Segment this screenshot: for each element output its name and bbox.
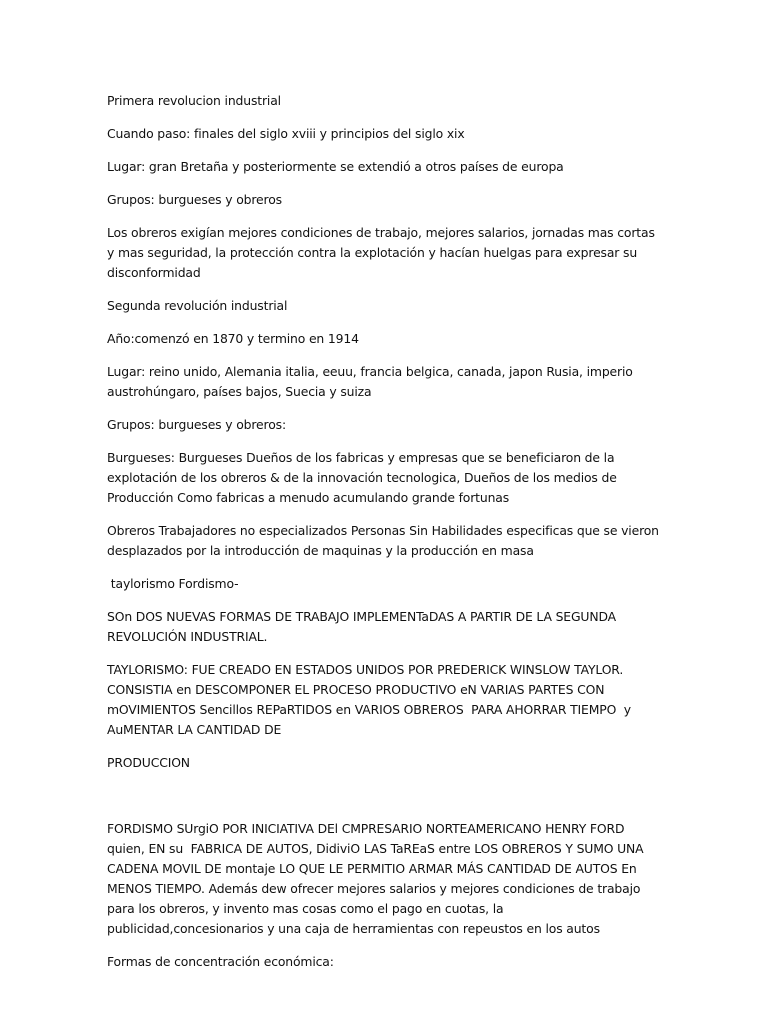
paragraph-burgueses: Burgueses: Burgueses Dueños de los fabricas y empresas que se beneficiaron de la explotación de los obreros & de la innovación tecnologica, Dueños de los medios de Producción Como fabricas a menudo acumulando grande fortunas bbox=[107, 450, 617, 505]
paragraph-taylorismo-fordismo: taylorismo Fordismo- bbox=[107, 576, 239, 591]
heading-primera-revolucion: Primera revolucion industrial bbox=[107, 93, 281, 108]
paragraph-obreros-trabajadores: Obreros Trabajadores no especializados Personas Sin Habilidades especificas que se vieron desplazados por la introducción de maquinas y la producción en masa bbox=[107, 523, 659, 558]
paragraph-fordismo: FORDISMO SUrgiO POR INICIATIVA DEl CMPRESARIO NORTEAMERICANO HENRY FORD quien, EN su FABRICA DE AUTOS, DidiviO LAS TaREaS entre LOS OBREROS Y SUMO UNA CADENA MOVIL DE montaje LO QUE LE PERMITIO ARMAR MÁS CANTIDAD DE AUTOS En MENOS TIEMPO. Además dew ofrecer mejores salarios y mejores condiciones de trabajo para los obreros, y invento mas cosas como el pago en cuotas, la publicidad,concesionarios y una caja de herramientas con repeustos en los autos bbox=[107, 821, 648, 936]
paragraph-obreros-exigian: Los obreros exigían mejores condiciones de trabajo, mejores salarios, jornadas mas cortas y mas seguridad, la protección contra la explotación y hacían huelgas para expresar su disconformidad bbox=[107, 225, 655, 280]
paragraph-grupos-primera: Grupos: burgueses y obreros bbox=[107, 192, 282, 207]
paragraph-anio-segunda: Año:comenzó en 1870 y termino en 1914 bbox=[107, 331, 359, 346]
paragraph-produccion: PRODUCCION bbox=[107, 755, 190, 770]
heading-segunda-revolucion: Segunda revolución industrial bbox=[107, 298, 288, 313]
paragraph-taylorismo: TAYLORISMO: FUE CREADO EN ESTADOS UNIDOS POR PREDERICK WINSLOW TAYLOR. CONSISTIA en DESCOMPONER EL PROCESO PRODUCTIVO eN VARIAS PARTES CON mOVIMIENTOS Sencillos REPaRTIDOS en VARIOS OBREROS PARA AHORRAR TIEMPO y AuMENTAR LA CANTIDAD DE bbox=[107, 662, 635, 737]
paragraph-lugar-primera: Lugar: gran Bretaña y posteriormente se extendió a otros países de europa bbox=[107, 159, 564, 174]
paragraph-lugar-segunda: Lugar: reino unido, Alemania italia, eeuu, francia belgica, canada, japon Rusia, imperio austrohúngaro, países bajos, Suecia y suiza bbox=[107, 364, 633, 399]
paragraph-grupos-segunda: Grupos: burgueses y obreros: bbox=[107, 417, 286, 432]
paragraph-nuevas-formas: SOn DOS NUEVAS FORMAS DE TRABAJO IMPLEMENTaDAS A PARTIR DE LA SEGUNDA REVOLUCIÓN INDUSTRIAL. bbox=[107, 609, 616, 644]
document-body bbox=[107, 91, 663, 985]
paragraph-formas-concentracion: Formas de concentración económica: bbox=[107, 954, 334, 969]
paragraph-cuando-paso: Cuando paso: finales del siglo xviii y principios del siglo xix bbox=[107, 126, 465, 141]
